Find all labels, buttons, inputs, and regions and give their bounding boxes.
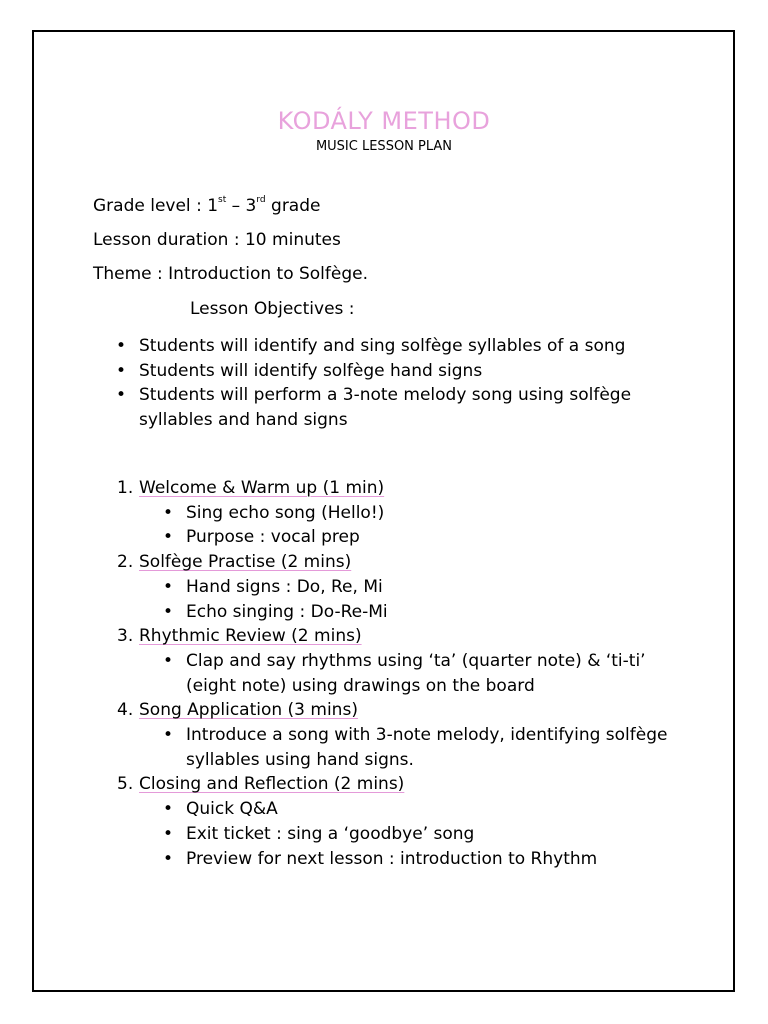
lesson-duration: Lesson duration : 10 minutes <box>93 230 341 250</box>
step-item <box>117 772 697 871</box>
document-subtitle: MUSIC LESSON PLAN <box>315 139 453 154</box>
step-point: • Purpose : vocal prep <box>186 525 697 550</box>
step-point: • Hand signs : Do, Re, Mi <box>186 575 697 600</box>
step-title: Song Application (3 mins) <box>139 700 358 721</box>
step-item <box>117 624 697 698</box>
document-title: KODÁLY METHOD <box>277 107 491 135</box>
step-number: 1. <box>117 478 134 498</box>
objective-item: • Students will identify solfège hand signs <box>139 359 699 384</box>
step-point: • Preview for next lesson : introduction to Rhythm <box>186 847 697 872</box>
objectives-heading: Lesson Objectives : <box>190 299 355 319</box>
step-item <box>117 550 697 624</box>
objective-item: • Students will perform a 3-note melody song using solfège syllables and hand signs <box>139 383 699 432</box>
step-number: 2. <box>117 552 134 573</box>
objective-item: • Students will identify and sing solfège syllables of a song <box>139 334 699 359</box>
step-title: Welcome & Warm up (1 min) <box>139 478 385 498</box>
step-number: 4. <box>117 700 134 721</box>
step-point: • Sing echo song (Hello!) <box>186 501 697 526</box>
grade-mid: – 3 <box>226 196 257 216</box>
step-point: • Echo singing : Do-Re-Mi <box>186 600 697 625</box>
grade-sup-rd: rd <box>256 195 266 205</box>
step-point: • Quick Q&A <box>186 797 697 822</box>
step-item <box>117 476 697 550</box>
lesson-steps <box>117 476 697 871</box>
step-title: Solfège Practise (2 mins) <box>139 552 352 573</box>
grade-sup-st: st <box>218 195 227 205</box>
step-point: • Exit ticket : sing a ‘goodbye’ song <box>186 822 697 847</box>
step-point: • Clap and say rhythms using ‘ta’ (quarter note) & ‘ti-ti’ (eight note) using drawings on the board <box>186 649 697 698</box>
lesson-theme: Theme : Introduction to Solfège. <box>93 264 369 284</box>
step-points <box>139 501 697 550</box>
step-points <box>139 723 697 772</box>
step-points <box>139 575 697 624</box>
grade-level <box>93 196 320 216</box>
step-number: 3. <box>117 626 134 647</box>
step-number: 5. <box>117 774 134 795</box>
step-title: Closing and Reflection (2 mins) <box>139 774 405 795</box>
grade-label: Grade level : 1 <box>93 196 219 216</box>
objectives-list <box>139 334 699 433</box>
step-points <box>139 797 697 871</box>
step-title: Rhythmic Review (2 mins) <box>139 626 362 647</box>
grade-end: grade <box>265 196 321 216</box>
step-item <box>117 698 697 772</box>
step-point: • Introduce a song with 3-note melody, identifying solfège syllables using hand signs. <box>186 723 697 772</box>
step-points <box>139 649 697 698</box>
